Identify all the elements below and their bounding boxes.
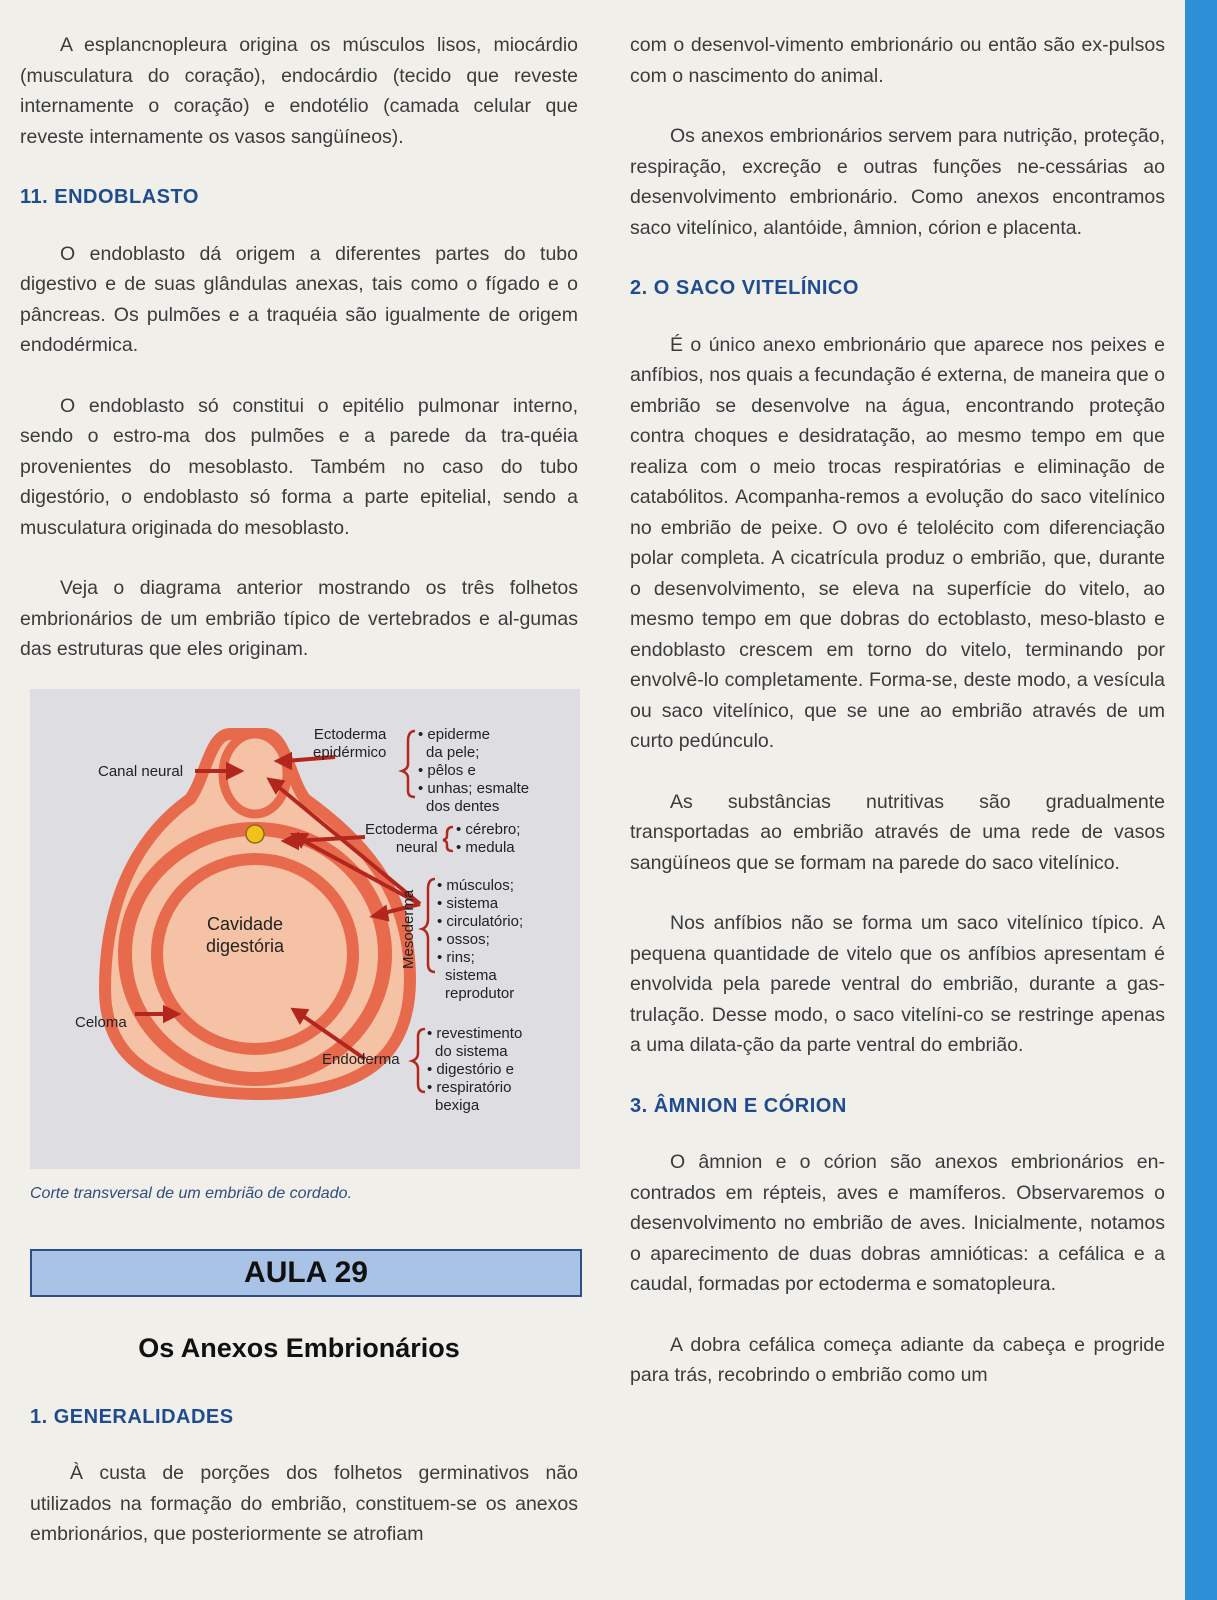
left-column bbox=[20, 30, 578, 1580]
list-mesoderma bbox=[437, 877, 523, 1003]
label-text: Ectoderma bbox=[365, 820, 438, 838]
list-item: • epiderme bbox=[418, 725, 490, 743]
notochord bbox=[246, 825, 264, 843]
lesson-banner: AULA 29 bbox=[30, 1249, 582, 1297]
page-edge-stripe bbox=[1185, 0, 1217, 1600]
paragraph: A dobra cefálica começa adiante da cabeça e progride para trás, recobrindo o embrião como um bbox=[630, 1333, 1165, 1386]
list-item: • unhas; esmalte bbox=[418, 779, 530, 797]
section-heading-endoblasto: 11. ENDOBLASTO bbox=[20, 186, 199, 208]
embryo-diagram bbox=[30, 689, 580, 1169]
paragraph: O endoblasto só constitui o epitélio pulmonar interno, sendo o estro-ma dos pulmões e a parede da tra-quéia provenientes do mesoblasto. Também no caso do tubo digestório, o endoblasto só forma a parte epitelial, sendo a musculatura originada do mesoblasto. bbox=[20, 394, 578, 539]
label-ectoderma-neural bbox=[365, 821, 438, 857]
chapter-title: Os Anexos Embrionários bbox=[138, 1333, 460, 1363]
list-item: dos dentes bbox=[426, 797, 500, 815]
paragraph: com o desenvol-vimento embrionário ou então são ex-pulsos com o nascimento do animal. bbox=[630, 34, 1165, 87]
list-item: • circulatório; bbox=[437, 912, 524, 930]
label-canal-neural: Canal neural bbox=[98, 762, 184, 780]
list-item: do sistema bbox=[435, 1042, 508, 1060]
label-text: Ectoderma bbox=[313, 725, 387, 743]
label-mesoderma: Mesoderma bbox=[400, 889, 417, 969]
list-item: reprodutor bbox=[445, 984, 515, 1002]
paragraph: As substâncias nutritivas são gradualmente transportadas ao embrião através de uma rede de vasos sangüíneos que se formam na parede do saco vitelínico. bbox=[630, 790, 1165, 874]
label-celoma: Celoma bbox=[75, 1013, 127, 1031]
paragraph: A esplancnopleura origina os músculos lisos, miocárdio (musculatura do coração), endocárdio (tecido que reveste internamente o coração) e endotélio (camada celular que reveste internamente os vasos sangüíneos). bbox=[20, 34, 578, 148]
list-item: • rins; bbox=[437, 948, 475, 966]
list-item: • revestimento bbox=[427, 1024, 523, 1042]
right-column bbox=[630, 30, 1165, 1421]
section-heading-amnion-corion: 3. ÂMNION E CÓRION bbox=[630, 1094, 847, 1117]
list-item: • cérebro; bbox=[456, 820, 521, 838]
list-item: • sistema bbox=[437, 894, 499, 912]
list-item: • músculos; bbox=[437, 876, 514, 894]
label-cavidade-digestoria bbox=[206, 913, 284, 957]
label-text: epidérmico bbox=[313, 743, 387, 761]
paragraph: Veja o diagrama anterior mostrando os três folhetos embrionários de um embrião típico de vertebrados e al-gumas das estruturas que eles originam. bbox=[20, 577, 578, 660]
label-endoderma: Endoderma bbox=[322, 1050, 400, 1068]
list-item: • digestório e bbox=[427, 1060, 514, 1078]
list-item: sistema bbox=[445, 966, 497, 984]
list-endoderma bbox=[427, 1025, 522, 1115]
list-item: • respiratório bbox=[427, 1078, 512, 1096]
paragraph: É o único anexo embrionário que aparece nos peixes e anfíbios, nos quais a fecundação é externa, de maneira que o embrião se desenvolve na água, encontrando proteção contra choques e desidratação, ao mesmo tempo em que realiza com o meio trocas respiratórias e eliminação de catabólitos. Acompanha-remos a evolução do saco vitelínico no embrião de peixe. O ovo é telolécito com diferenciação polar completa. A cicatrícula produz o embrião, que, durante o desenvolvimento, se eleva na superfície do vitelo, ao mesmo tempo em que dobras do ectoblasto, meso-blasto e endoblasto crescem em torno do vitelo, terminando por envolvê-lo completamente. Forma-se, deste modo, a vesícula ou saco vitelínico, que se une ao embrião através de um curto pedúnculo. bbox=[630, 333, 1165, 752]
section-heading-saco-vitelinico: 2. O SACO VITELÍNICO bbox=[630, 277, 859, 299]
list-item: da pele; bbox=[426, 743, 480, 761]
list-item: • pêlos e bbox=[418, 761, 476, 779]
list-ectoderma-epidermico bbox=[418, 726, 529, 816]
list-item: • medula bbox=[456, 838, 515, 856]
paragraph: Nos anfíbios não se forma um saco vitelínico típico. A pequena quantidade de vitelo que os anfíbios apresentam é envolvida pela parede ventral do embrião, durante a gas-trulação. Desse modo, o saco vitelíni-co se restringe apenas a uma dilata-ção da parte ventral do embrião. bbox=[630, 912, 1165, 1056]
paragraph: Os anexos embrionários servem para nutrição, proteção, respiração, excreção e outras funções ne-cessárias ao desenvolvimento embrionário. Como anexos encontramos saco vitelínico, alantóide, âmnion, córion e placenta. bbox=[630, 125, 1165, 239]
label-text: digestória bbox=[206, 935, 285, 956]
paragraph: À custa de porções dos folhetos germinativos não utilizados na formação do embrião, constituem-se os anexos embrionários, que posteriormente se atrofiam bbox=[30, 1462, 578, 1545]
list-ectoderma-neural bbox=[456, 821, 520, 857]
list-item: • ossos; bbox=[437, 930, 490, 948]
label-ectoderma-epidermico bbox=[313, 726, 386, 762]
paragraph: O âmnion e o córion são anexos embrionários en-contrados em répteis, aves e mamíferos. Observaremos o desenvolvimento no embrião de aves. Inicialmente, notamos o aparecimento de duas dobras amnióticas: a cefálica e a caudal, formadas por ectoderma e somatopleura. bbox=[630, 1151, 1165, 1295]
list-item: bexiga bbox=[435, 1096, 480, 1114]
label-text: Cavidade bbox=[206, 913, 284, 934]
label-text: neural bbox=[395, 838, 438, 856]
figure-caption: Corte transversal de um embrião de cordado. bbox=[30, 1184, 352, 1202]
section-heading-generalidades: 1. GENERALIDADES bbox=[30, 1405, 234, 1428]
paragraph: O endoblasto dá origem a diferentes partes do tubo digestivo e de suas glândulas anexas, tais como o fígado e o pâncreas. Os pulmões e a traquéia são igualmente de origem endodérmica. bbox=[20, 242, 578, 356]
